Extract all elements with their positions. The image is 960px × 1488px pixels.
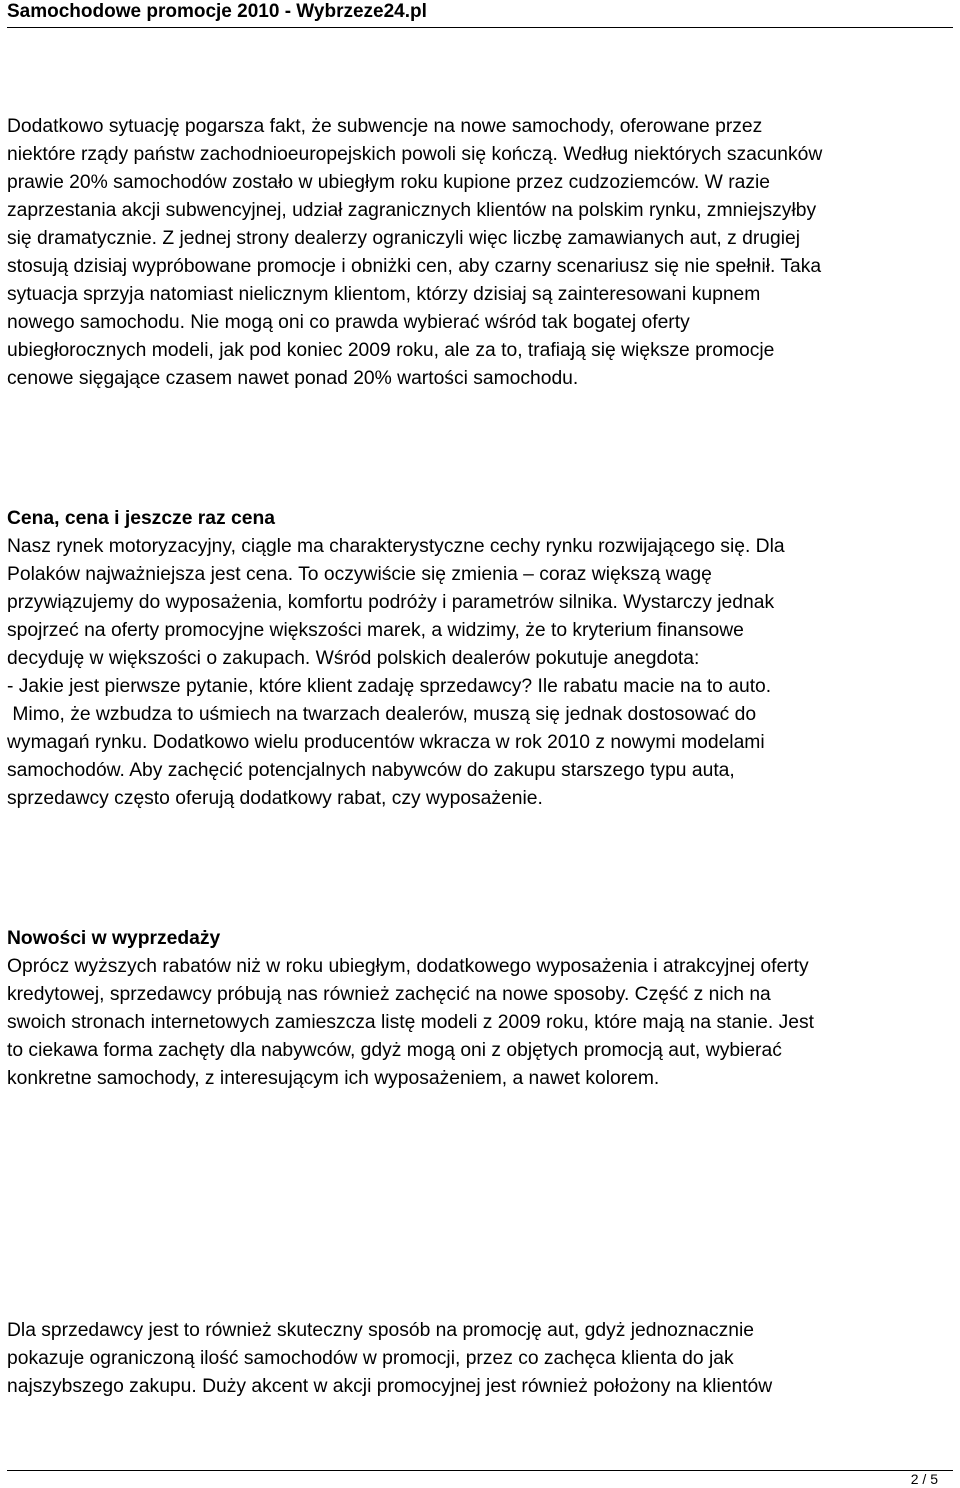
text-line: zaprzestania akcji subwencyjnej, udział zagranicznych klientów na polskim rynku, zmniejszyłby [7, 200, 817, 221]
text-line: sprzedawcy często oferują dodatkowy rabat, czy wyposażenie. [7, 788, 543, 809]
text-line: sytuacja sprzyja natomiast nielicznym klientom, którzy dzisiaj są zainteresowani kupnem [7, 284, 761, 305]
text-line: najszybszego zakupu. Duży akcent w akcji promocyjnej jest również położony na klientów [7, 1376, 773, 1397]
paragraph-intro [7, 113, 955, 393]
text-line: Nasz rynek motoryzacyjny, ciągle ma charakterystyczne cechy rynku rozwijającego się. Dla [7, 536, 785, 557]
text-line: przywiązujemy do wyposażenia, komfortu podróży i parametrów silnika. Wystarczy jednak [7, 592, 775, 613]
text-line: wymagań rynku. Dodatkowo wielu producentów wkracza w rok 2010 z nowymi modelami [7, 732, 765, 753]
text-line: swoich stronach internetowych zamieszcza listę modeli z 2009 roku, które mają na stanie. Jest [7, 1012, 814, 1033]
text-line: Oprócz wyższych rabatów niż w roku ubiegłym, dodatkowego wyposażenia i atrakcyjnej oferty [7, 956, 809, 977]
text-line: stosują dzisiaj wypróbowane promocje i obniżki cen, aby czarny scenariusz się nie spełnił. Taka [7, 256, 822, 277]
text-line: nowego samochodu. Nie mogą oni co prawda wybierać wśród tak bogatej oferty [7, 312, 690, 333]
text-line: Mimo, że wzbudza to uśmiech na twarzach dealerów, muszą się jednak dostosować do [7, 704, 757, 725]
text-line: kredytowej, sprzedawcy próbują nas również zachęcić na nowe sposoby. Część z nich na [7, 984, 771, 1005]
text-line: to ciekawa forma zachęty dla nabywców, gdyż mogą oni z objętych promocją aut, wybierać [7, 1040, 782, 1061]
text-line: ubiegłorocznych modeli, jak pod koniec 2009 roku, ale za to, trafiają się większe promocje [7, 340, 775, 361]
text-line: Dla sprzedawcy jest to również skuteczny sposób na promocję aut, gdyż jednoznacznie [7, 1320, 754, 1341]
section-heading: Nowości w wyprzedaży [7, 928, 221, 949]
section-novelties [7, 925, 955, 1093]
section-heading: Cena, cena i jeszcze raz cena [7, 508, 275, 529]
text-line: - Jakie jest pierwsze pytanie, które klient zadaję sprzedawcy? Ile rabatu macie na to auto. [7, 676, 772, 697]
text-line: cenowe sięgające czasem nawet ponad 20% wartości samochodu. [7, 368, 579, 389]
text-line: się dramatycznie. Z jednej strony dealerzy ograniczyli więc liczbę zamawianych aut, z drugiej [7, 228, 801, 249]
text-line: konkretne samochody, z interesującym ich wyposażeniem, a nawet kolorem. [7, 1068, 660, 1089]
page-header [7, 0, 953, 28]
paragraph-closing [7, 1317, 955, 1401]
page-title: Samochodowe promocje 2010 - Wybrzeze24.pl [7, 1, 427, 22]
section-price [7, 505, 955, 813]
text-line: niektóre rządy państw zachodnioeuropejskich powoli się kończą. Według niektórych szacunków [7, 144, 823, 165]
text-line: Polaków najważniejsza jest cena. To oczywiście się zmienia – coraz większą wagę [7, 564, 712, 585]
page-number: 2 / 5 [910, 1471, 938, 1487]
text-line: samochodów. Aby zachęcić potencjalnych nabywców do zakupu starszego typu auta, [7, 760, 735, 781]
page-footer [7, 1470, 953, 1487]
text-line: prawie 20% samochodów zostało w ubiegłym roku kupione przez cudzoziemców. W razie [7, 172, 771, 193]
text-line: pokazuje ograniczoną ilość samochodów w promocji, przez co zachęca klienta do jak [7, 1348, 734, 1369]
text-line: decyduję w większości o zakupach. Wśród polskich dealerów pokutuje anegdota: [7, 648, 700, 669]
text-line: spojrzeć na oferty promocyjne większości marek, a widzimy, że to kryterium finansowe [7, 620, 744, 641]
text-line: Dodatkowo sytuację pogarsza fakt, że subwencje na nowe samochody, oferowane przez [7, 116, 763, 137]
